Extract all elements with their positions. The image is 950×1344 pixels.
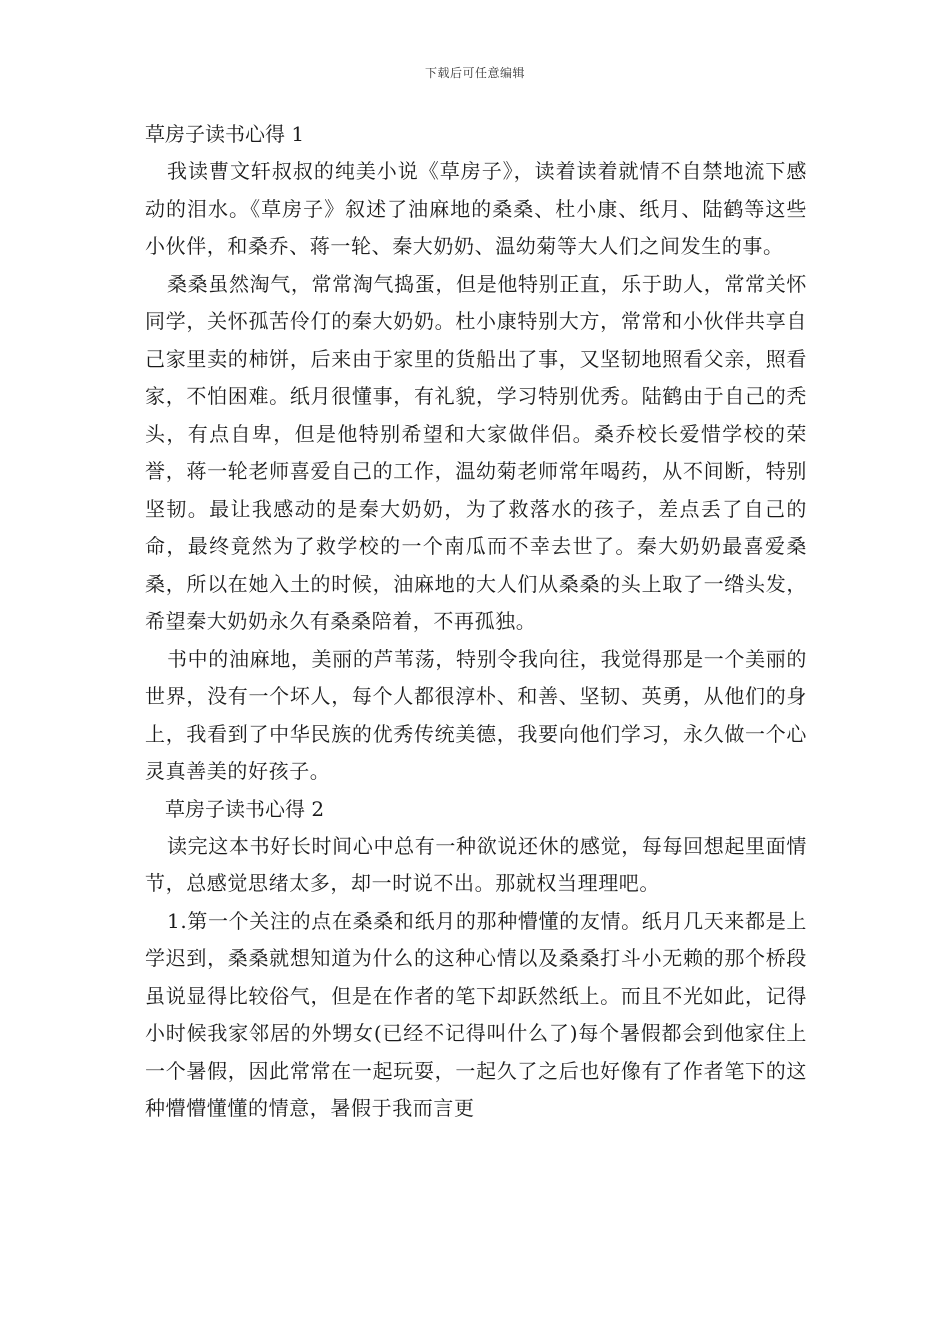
paragraph: 桑桑虽然淘气，常常淘气捣蛋，但是他特别正直，乐于助人，常常关怀同学，关怀孤苦伶仃的秦大奶奶。杜小康特别大方，常常和小伙伴共享自己家里卖的柿饼，后来由于家里的货船出了事，又坚韧地照看父亲，照看家，不怕困难。纸月很懂事，有礼貌，学习特别优秀。陆鹤由于自己的秃头，有点自卑，但是他特别希望和大家做伴侣。桑乔校长爱惜学校的荣誉，蒋一轮老师喜爱自己的工作，温幼菊老师常年喝药，从不间断，特别坚韧。最让我感动的是秦大奶奶，为了救落水的孩子，差点丢了自己的命，最终竟然为了救学校的一个南瓜而不幸去世了。秦大奶奶最喜爱桑桑，所以在她入土的时候，油麻地的大人们从桑桑的头上取了一绺头发，希望秦大奶奶永久有桑桑陪着，不再孤独。 (145, 271, 807, 633)
paragraph: 1.第一个关注的点在桑桑和纸月的那种懵懂的友情。纸月几天来都是上学迟到，桑桑就想知道为什么的这种心情以及桑桑打斗小无赖的那个桥段虽说显得比较俗气，但是在作者的笔下却跃然纸上。而且不光如此，记得小时候我家邻居的外甥女(已经不记得叫什么了)每个暑假都会到他家住上一个暑假，因此常常在一起玩耍，一起久了之后也好像有了作者笔下的这种懵懵懂懂的情意，暑假于我而言更 (145, 908, 807, 1120)
page-header: 下载后可任意编辑 (424, 66, 525, 80)
document-body (145, 116, 807, 1128)
section-title-1: 草房子读书心得 1 (145, 122, 305, 146)
section-title-2: 草房子读书心得 2 (165, 796, 325, 821)
paragraph: 读完这本书好长时间心中总有一种欲说还休的感觉，每每回想起里面情节，总感觉思绪太多，却一时说不出。那就权当理理吧。 (145, 833, 807, 895)
paragraph: 我读曹文轩叔叔的纯美小说《草房子》，读着读着就情不自禁地流下感动的泪水。《草房子》叙述了油麻地的桑桑、杜小康、纸月、陆鹤等这些小伙伴，和桑乔、蒋一轮、秦大奶奶、温幼菊等大人们之间发生的事。 (145, 159, 807, 258)
paragraph: 书中的油麻地，美丽的芦苇荡，特别令我向往，我觉得那是一个美丽的世界，没有一个坏人，每个人都很淳朴、和善、坚韧、英勇，从他们的身上，我看到了中华民族的优秀传统美德，我要向他们学习，永久做一个心灵真善美的好孩子。 (145, 646, 807, 783)
